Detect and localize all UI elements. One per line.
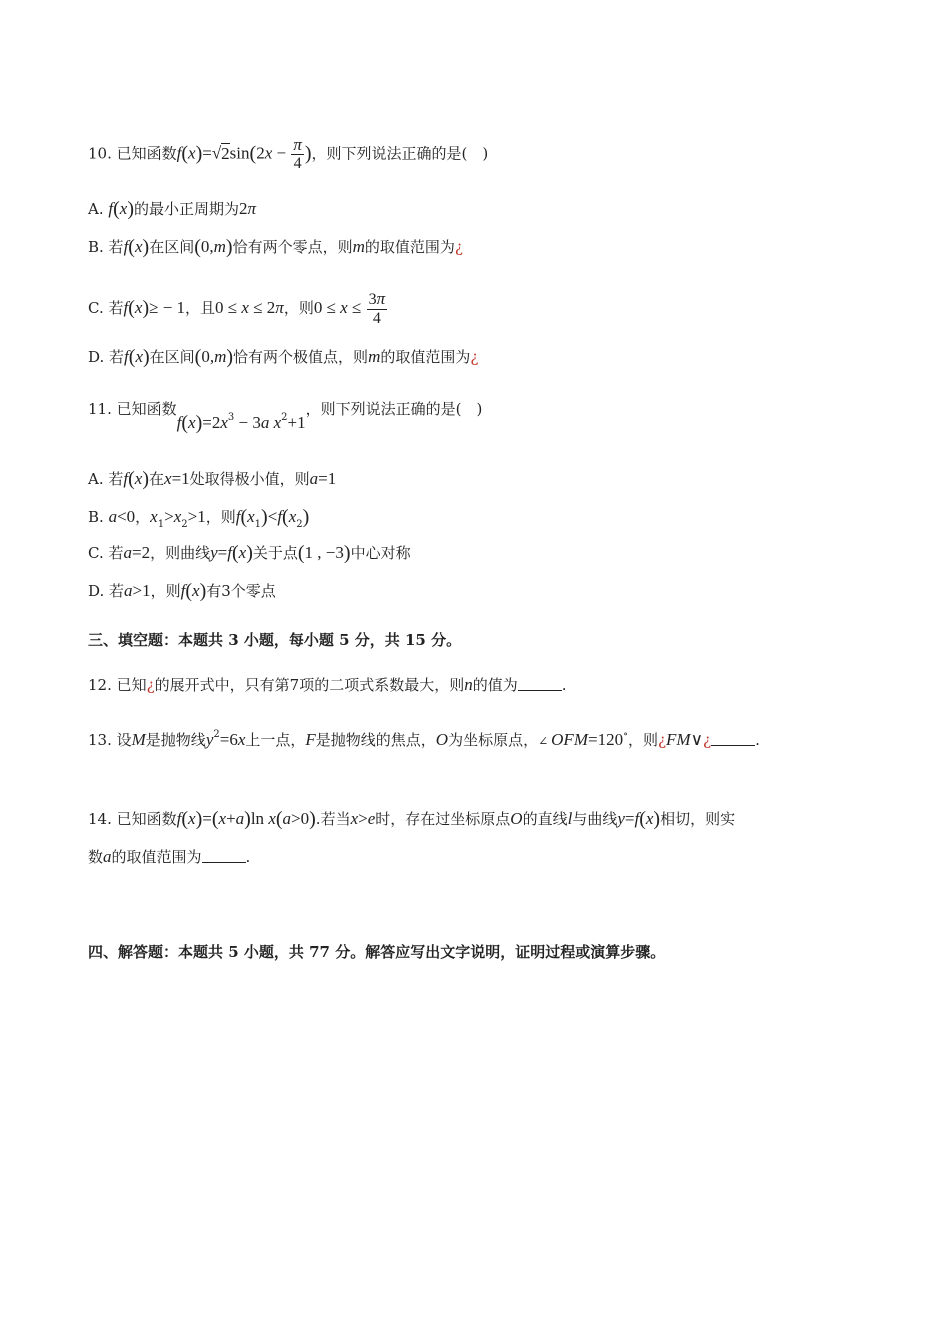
- q14-line2a: 数: [88, 848, 104, 866]
- q14-answer-blank[interactable]: [202, 848, 246, 863]
- q14-end: .: [245, 848, 251, 866]
- q11-b-prefix: B.: [88, 508, 109, 526]
- q12-tail: 的值为: [472, 676, 518, 694]
- q11-option-d: D. 若a>1，则f(x)有3个零点: [88, 580, 276, 602]
- q14-line-2: 数a的取值范围为 .: [88, 847, 251, 866]
- three-pi-over-4: $\frac{3\pi}{4}$: [368, 289, 386, 327]
- q13-t2: 上一点，: [245, 731, 306, 749]
- q10-b-prefix: B. 若: [88, 238, 124, 256]
- q12-prefix: 12. 已知: [88, 676, 147, 694]
- q13-glyph-1: ¿: [658, 731, 667, 749]
- q13-glyph-2: ¿: [703, 731, 712, 749]
- q10-d-prefix: D. 若: [88, 348, 125, 366]
- q10-a-text: 的最小正周期为: [134, 200, 240, 218]
- q10-b-text: 恰有两个零点，则: [232, 238, 353, 256]
- q11-d-prefix: D. 若: [88, 582, 125, 600]
- q10-option-a: A. f(x)的最小正周期为2π: [88, 198, 257, 220]
- q13-t5: ，则: [627, 731, 658, 749]
- q11-b-tail: ，则: [205, 508, 236, 526]
- q10-d-tail: 的取值范围为: [380, 348, 471, 366]
- q13-t3: 是抛物线的焦点，: [315, 731, 436, 749]
- q11-c-mid: ，则曲线: [150, 544, 211, 562]
- q10-stem-prefix: 10. 已知函数: [88, 144, 177, 163]
- q13-t1: 是抛物线: [145, 731, 206, 749]
- q11-d-tail: 有3个零点: [206, 582, 276, 600]
- q11-option-c: C. 若a=2，则曲线y=f(x)关于点(1 , −3)中心对称: [88, 542, 411, 564]
- q10-c-prefix: C. 若: [88, 299, 124, 317]
- q14-line2b: 的取值范围为: [111, 848, 202, 866]
- q11-a-prefix: A. 若: [88, 470, 124, 488]
- q11-a-text: 处取得极小值，则: [189, 470, 310, 488]
- q14-t5: 相切，则实: [660, 810, 736, 828]
- q10-option-b: B. 若f(x)在区间(0,m)恰有两个零点，则m的取值范围为¿: [88, 236, 463, 258]
- section-3-heading: 三、填空题：本题共 3 小题，每小题 5 分，共 15 分。: [88, 631, 462, 649]
- q10-c-tail: ，则: [283, 299, 314, 317]
- q10-c-mid: ，且: [185, 299, 216, 317]
- q14-line-1: 14. 已知函数f(x)=(x+a)ln x(a>0).若当x>e时，存在过坐标原点O的直线l与曲线y=f(x)相切，则实: [88, 808, 736, 830]
- q12-answer-blank[interactable]: [518, 676, 562, 691]
- q12-mid: 的展开式中，只有第7项的二项式系数最大，则: [154, 676, 465, 694]
- q11-stem-prefix: 11. 已知函数: [88, 400, 177, 418]
- q10-a-prefix: A.: [88, 200, 109, 218]
- q14-t1: .若当: [315, 810, 351, 828]
- q13-prefix: 13. 设: [88, 731, 132, 749]
- q13-end: .: [755, 731, 760, 749]
- q13: 13. 设M是抛物线$y^2=6x$上一点，F是抛物线的焦点，O为坐标原点，∠ OFM=120∘，则¿FM∨¿ .: [88, 729, 760, 749]
- q14-t2: 时，存在过坐标原点: [375, 810, 511, 828]
- q14-t3: 的直线: [522, 810, 568, 828]
- q11-d-mid: ，则: [150, 582, 181, 600]
- q12-end: .: [561, 676, 567, 694]
- q10-b-tail: 的取值范围为: [364, 238, 455, 256]
- q14-t4: 与曲线: [572, 810, 618, 828]
- q11-option-a: A. 若f(x)在x=1处取得极小值，则a=1: [88, 468, 337, 490]
- q11-c-tail: 中心对称: [350, 544, 411, 562]
- q14-prefix: 14. 已知函数: [88, 810, 177, 828]
- q10-b-mid: 在区间: [149, 238, 195, 256]
- section-4-heading: 四、解答题：本题共 5 小题，共 77 分。解答应写出文字说明，证明过程或演算步骤。: [88, 943, 666, 961]
- q11-option-b: B. a<0，$x_1>x_2>1$，则$f(x_1)<f(x_2)$: [88, 506, 310, 530]
- q11-b-mid: ，: [135, 508, 151, 526]
- q13-t4: 为坐标原点，: [448, 731, 539, 749]
- q11-stem-suffix: ，则下列说法正确的是( ): [305, 400, 483, 418]
- q11-c-prefix: C. 若: [88, 544, 124, 562]
- q13-answer-blank[interactable]: [711, 731, 755, 746]
- q10-stem-suffix: ，则下列说法正确的是( ): [311, 144, 489, 163]
- q10-b-glyph: ¿: [454, 238, 463, 256]
- q11-stem: 11. 已知函数$f(x)=2x^3 - 3a$ $x^2+1$，则下列说法正确的是( ): [88, 400, 483, 434]
- q12: 12. 已知¿的展开式中，只有第7项的二项式系数最大，则n的值为 .: [88, 675, 567, 694]
- pi-over-4: $\frac{\pi}{4}$: [293, 135, 302, 172]
- q10-option-d: D. 若f(x)在区间(0,m)恰有两个极值点，则m的取值范围为¿: [88, 346, 479, 368]
- q12-glyph: ¿: [146, 676, 155, 694]
- q10-d-mid: 在区间: [149, 348, 195, 366]
- q10-d-text: 恰有两个极值点，则: [233, 348, 369, 366]
- q11-c-text: 关于点: [252, 544, 298, 562]
- q10-d-glyph: ¿: [470, 348, 479, 366]
- q10-option-c: C. 若f(x)≥ − 1，且0 ≤ x ≤ 2π，则0 ≤ x ≤ $\frac{3\pi}{4}$: [88, 289, 386, 327]
- q11-a-mid: 在: [149, 470, 165, 488]
- q10-stem: 10. 已知函数f(x)=√2sin(2x − $\frac{\pi}{4}$ )，则下列说法正确的是( ): [88, 135, 489, 172]
